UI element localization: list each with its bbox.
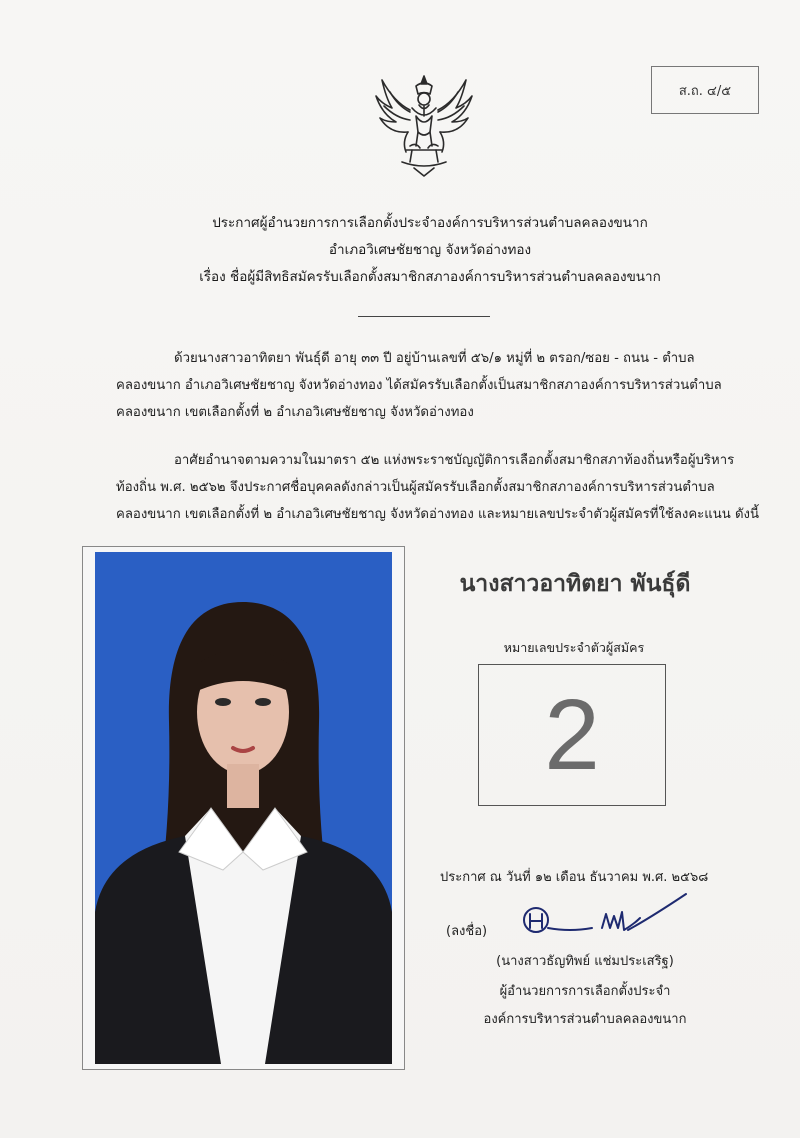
header-line-1: ประกาศผู้อำนวยการการเลือกตั้งประจำองค์การบริหารส่วนตำบลคลองขนาก xyxy=(212,215,648,231)
header-line-3: เรื่อง ชื่อผู้มีสิทธิสมัครรับเลือกตั้งสมาชิกสภาองค์การบริหารส่วนตำบลคลองขนาก xyxy=(199,269,661,285)
candidate-photo xyxy=(95,552,392,1064)
signer-position-line-2: องค์การบริหารส่วนตำบลคลองขนาก xyxy=(483,1012,687,1027)
paragraph-1 xyxy=(116,345,742,426)
handwritten-signature xyxy=(510,888,690,946)
candidate-number-label: หมายเลขประจำตัวผู้สมัคร xyxy=(503,640,645,655)
paragraph-line: อาศัยอำนาจตามความในมาตรา ๕๒ แห่งพระราชบัญญัติการเลือกตั้งสมาชิกสภาท้องถิ่นหรือผู้บริหาร xyxy=(174,453,735,468)
header-divider xyxy=(358,316,490,317)
candidate-number-box xyxy=(478,664,666,806)
signer-name: (นางสาวธัญทิพย์ แช่มประเสริฐ) xyxy=(496,954,674,969)
paragraph-line: คลองขนาก เขตเลือกตั้งที่ ๒ อำเภอวิเศษชัยชาญ จังหวัดอ่างทอง และหมายเลขประจำตัวผู้สมัครที่ใช้ลงคะแนน ดังนี้ xyxy=(116,507,759,522)
form-code-box xyxy=(651,66,759,114)
garuda-emblem-icon xyxy=(372,72,476,178)
candidate-number: 2 xyxy=(544,679,600,791)
signature-label: (ลงชื่อ) xyxy=(446,924,488,939)
form-code-label: ส.ถ. ๔/๕ xyxy=(678,83,732,99)
paragraph-line: คลองขนาก เขตเลือกตั้งที่ ๒ อำเภอวิเศษชัยชาญ จังหวัดอ่างทอง xyxy=(116,405,474,420)
paragraph-line: คลองขนาก อำเภอวิเศษชัยชาญ จังหวัดอ่างทอง ได้สมัครรับเลือกตั้งเป็นสมาชิกสภาองค์การบริหารส่วนตำบล xyxy=(116,378,722,393)
paragraph-line: ด้วยนางสาวอาทิตยา พันธุ์ดี อายุ ๓๓ ปี อยู่บ้านเลขที่ ๕๖/๑ หมู่ที่ ๒ ตรอก/ซอย - ถนน - ตำบล xyxy=(174,351,695,366)
announcement-date: ประกาศ ณ วันที่ ๑๒ เดือน ธันวาคม พ.ศ. ๒๕๖๘ xyxy=(440,870,709,885)
signer-position-line-1: ผู้อำนวยการการเลือกตั้งประจำ xyxy=(499,984,671,999)
document-header xyxy=(0,210,800,291)
paragraph-2 xyxy=(116,447,759,528)
paragraph-line: ท้องถิ่น พ.ศ. ๒๕๖๒ จึงประกาศชื่อบุคคลดังกล่าวเป็นผู้สมัครรับเลือกตั้งสมาชิกสภาองค์การบริหารส่วนตำบล xyxy=(116,480,715,495)
candidate-name: นางสาวอาทิตยา พันธุ์ดี xyxy=(459,571,691,597)
header-line-2: อำเภอวิเศษชัยชาญ จังหวัดอ่างทอง xyxy=(328,242,532,258)
